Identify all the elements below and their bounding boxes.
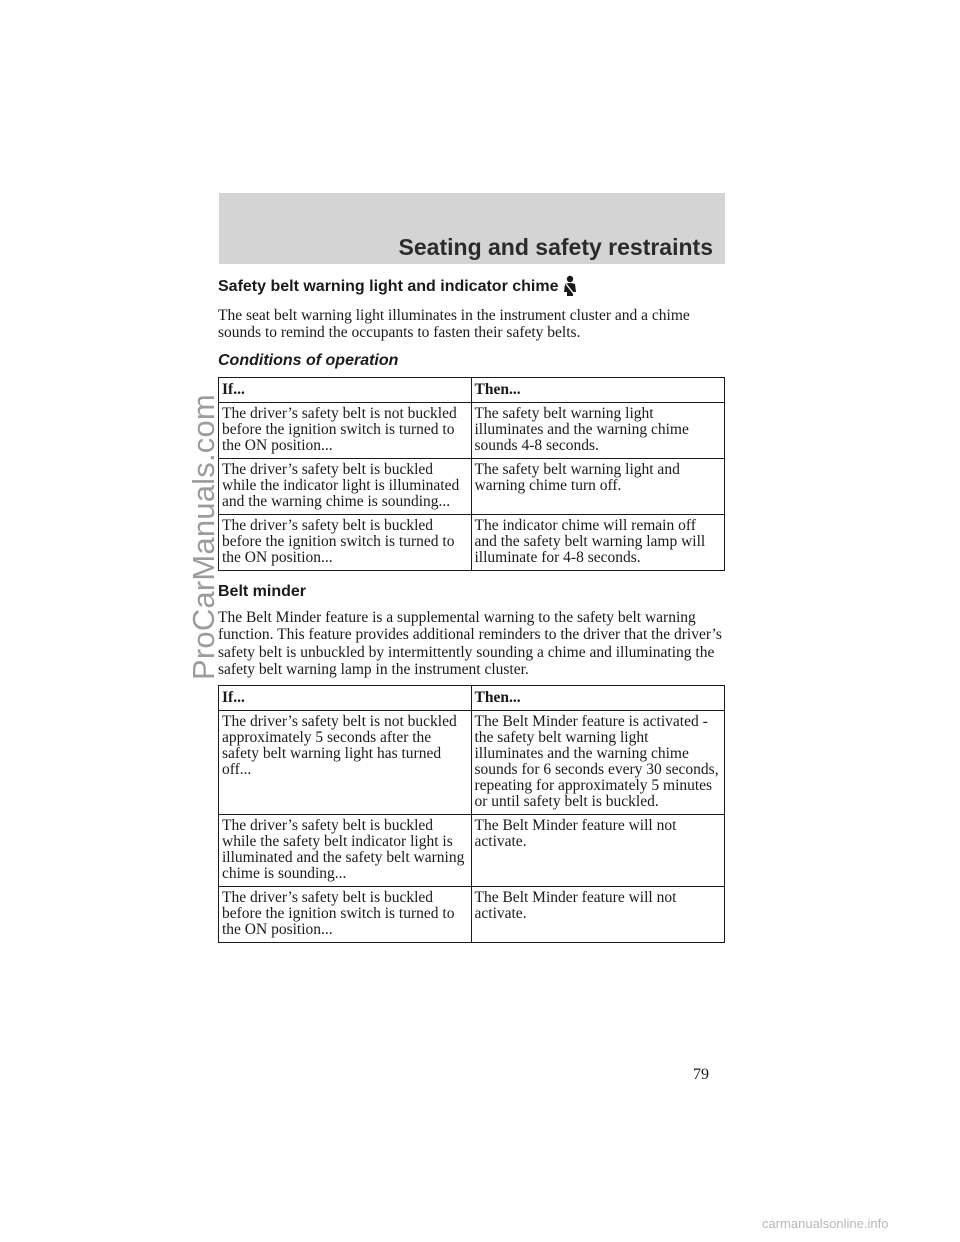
- seatbelt-warning-icon: [562, 275, 578, 297]
- table-cell: The driver’s safety belt is buckled before the ignition switch is turned to the ON position...: [219, 514, 472, 570]
- table-cell: The indicator chime will remain off and the safety belt warning lamp will illuminate for 4-8 seconds.: [471, 514, 725, 570]
- section-title: Safety belt warning light and indicator chime: [218, 278, 559, 295]
- table-header-row: [219, 686, 725, 711]
- table-cell: The safety belt warning light and warning chime turn off.: [471, 458, 725, 514]
- page-number: 79: [693, 1066, 709, 1083]
- conditions-table: [218, 377, 725, 571]
- table-header-if: If...: [219, 377, 472, 402]
- table-cell: The Belt Minder feature will not activate.: [471, 887, 725, 943]
- header-band: [219, 193, 725, 264]
- table-header-if: If...: [219, 686, 472, 711]
- page-title: Seating and safety restraints: [398, 234, 713, 260]
- table-header-then: Then...: [471, 377, 725, 402]
- section-body: The seat belt warning light illuminates in the instrument cluster and a chime sounds to remind the occupants to fasten their safety belts.: [218, 307, 690, 342]
- section-body-belt-minder: The Belt Minder feature is a supplemental warning to the safety belt warning function. This feature provides additional reminders to the driver that the driver’s safety belt is unbuckled by intermittently sounding a chime and illuminating the safety belt warning lamp in the instrument cluster.: [218, 608, 722, 679]
- table-cell: The driver’s safety belt is buckled while the indicator light is illuminated and the warning chime is sounding...: [219, 458, 472, 514]
- table-header-row: [219, 377, 725, 402]
- table-cell: The driver’s safety belt is not buckled before the ignition switch is turned to the ON position...: [219, 402, 472, 458]
- section-heading-safety-belt: [218, 277, 726, 297]
- table-cell: The safety belt warning light illuminates and the warning chime sounds 4-8 seconds.: [471, 402, 725, 458]
- table-cell: The driver’s safety belt is buckled while the safety belt indicator light is illuminated and the safety belt warning chime is sounding...: [219, 815, 472, 887]
- table-cell: The driver’s safety belt is buckled before the ignition switch is turned to the ON position...: [219, 887, 472, 943]
- watermark: ProCarManuals.com: [186, 394, 221, 680]
- table-cell: The Belt Minder feature will not activate.: [471, 815, 725, 887]
- section-title-belt-minder: Belt minder: [218, 582, 307, 600]
- main-content: [218, 277, 726, 943]
- conditions-subheading: Conditions of operation: [218, 351, 399, 369]
- table-row: [219, 887, 725, 943]
- table-row: [219, 711, 725, 815]
- footer-watermark: carmanualsonline.info: [762, 1216, 889, 1231]
- table-cell: The driver’s safety belt is not buckled approximately 5 seconds after the safety belt warning light has turned off...: [219, 711, 472, 815]
- table-row: [219, 815, 725, 887]
- table-row: [219, 514, 725, 570]
- table-header-then: Then...: [471, 686, 725, 711]
- table-cell: The Belt Minder feature is activated - the safety belt warning light illuminates and the warning chime sounds for 6 seconds every 30 seconds, repeating for approximately 5 minutes or until safety belt is buckled.: [471, 711, 725, 815]
- belt-minder-table: [218, 685, 725, 943]
- table-row: [219, 458, 725, 514]
- table-row: [219, 402, 725, 458]
